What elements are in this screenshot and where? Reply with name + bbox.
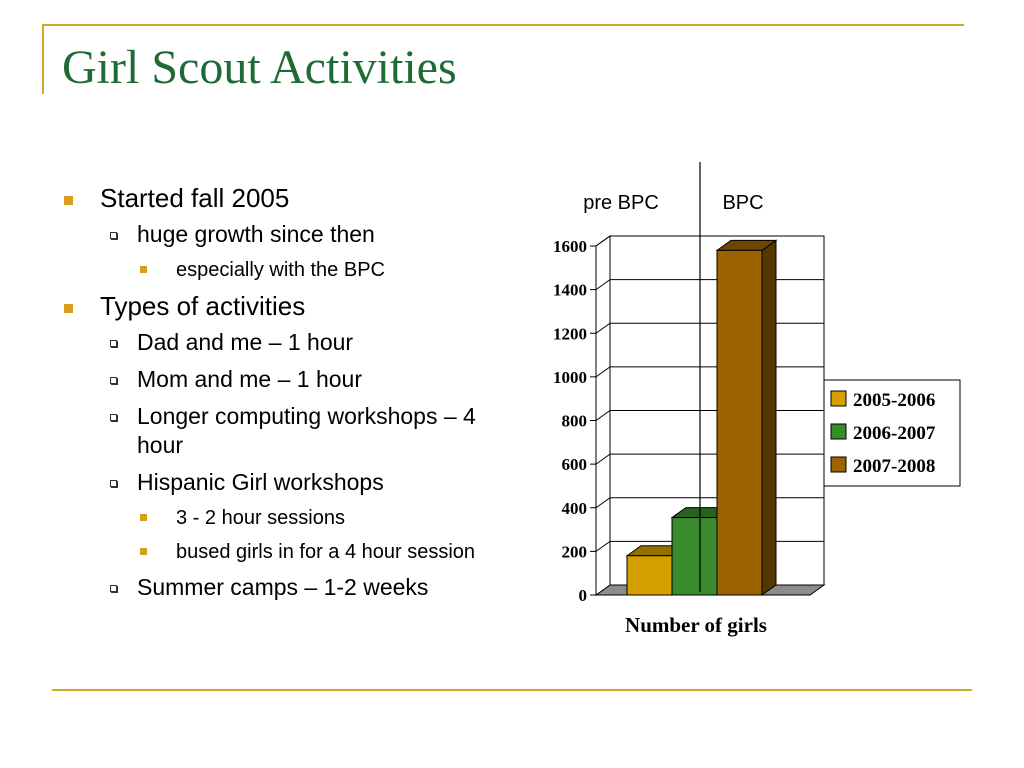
hollow-square-bullet-icon [110, 414, 117, 421]
bullet-level-3 [58, 539, 498, 565]
annotation-pre-bpc: pre BPC [583, 192, 659, 214]
bullet-level-2 [58, 573, 498, 602]
bullet-text: huge growth since then [137, 221, 375, 247]
legend-label: 2006-2007 [853, 423, 936, 444]
bullet-level-2 [58, 468, 498, 497]
square-bullet-icon [140, 548, 147, 555]
bullet-text: Longer computing workshops – 4 hour [137, 403, 476, 458]
y-tick-label: 200 [561, 542, 587, 562]
legend-swatch-2005-2006 [831, 391, 846, 406]
bullet-level-1 [58, 291, 498, 321]
bar-chart [520, 160, 980, 650]
hollow-square-bullet-icon [110, 232, 117, 239]
left-accent-line [42, 24, 44, 94]
hollow-square-bullet-icon [110, 340, 117, 347]
bullet-text: Hispanic Girl workshops [137, 469, 384, 495]
square-bullet-icon [140, 514, 147, 521]
hollow-square-bullet-icon [110, 585, 117, 592]
annotation-bpc: BPC [722, 192, 764, 214]
hollow-square-bullet-icon [110, 480, 117, 487]
top-accent-line [42, 24, 964, 26]
square-bullet-icon [140, 266, 147, 273]
bullet-level-3 [58, 257, 498, 283]
bullet-text: Types of activities [100, 291, 306, 321]
bar-2007-2008 [717, 250, 762, 595]
bullet-text: Dad and me – 1 hour [137, 329, 354, 355]
y-tick-label: 600 [561, 455, 587, 475]
hollow-square-bullet-icon [110, 377, 117, 384]
bullet-text: especially with the BPC [176, 259, 385, 281]
bullet-text: Summer camps – 1-2 weeks [137, 574, 429, 600]
x-axis-label: Number of girls [625, 613, 767, 637]
legend-swatch-2006-2007 [831, 424, 846, 439]
bullet-text: bused girls in for a 4 hour session [176, 541, 476, 563]
bullet-level-2 [58, 328, 498, 357]
y-tick-label: 1200 [553, 324, 587, 344]
bullet-level-2 [58, 365, 498, 394]
bottom-accent-line [52, 689, 972, 691]
bullet-level-1 [58, 183, 498, 213]
y-tick-label: 0 [578, 586, 587, 605]
legend-label: 2005-2006 [853, 390, 936, 411]
y-tick-label: 1000 [553, 367, 587, 387]
y-tick-label: 1400 [553, 280, 587, 300]
bullet-text: Mom and me – 1 hour [137, 366, 363, 392]
bullet-text: Started fall 2005 [100, 183, 290, 213]
square-bullet-icon [64, 196, 73, 205]
y-tick-label: 400 [561, 498, 587, 518]
bar-side-2007-2008 [762, 240, 776, 595]
bullet-level-2 [58, 220, 498, 249]
bullet-list [58, 183, 498, 610]
y-tick-label: 800 [561, 411, 587, 431]
bar-2006-2007 [672, 518, 717, 595]
bar-2005-2006 [627, 556, 672, 595]
bullet-level-3 [58, 505, 498, 531]
bullet-level-2 [58, 402, 498, 460]
slide-title: Girl Scout Activities [62, 41, 457, 94]
y-tick-label: 1600 [553, 237, 587, 256]
square-bullet-icon [64, 304, 73, 313]
bullet-text: 3 - 2 hour sessions [176, 507, 345, 529]
legend-label: 2007-2008 [853, 456, 936, 477]
legend-swatch-2007-2008 [831, 457, 846, 472]
